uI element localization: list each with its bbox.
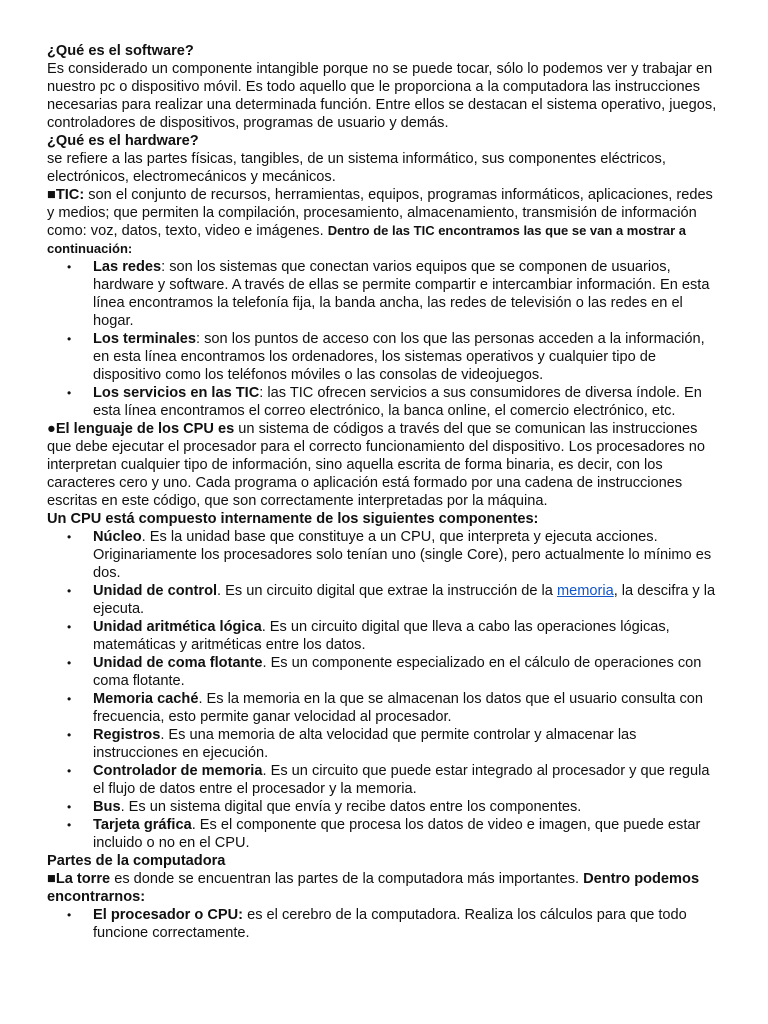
cpu-language-paragraph: ●El lenguaje de los CPU es un sistema de códigos a través del que se comunican las instrucciones que debe ejecutar el procesador para el correcto funcionamiento del dispositivo. Los procesadores no interpretan cualquier tipo de información, sino aquella escrita de forma binaria, es decir, con los caracteres cero y uno. Cada programa o aplicación está formado por una cadena de instrucciones escritas en este código, que son correctamente interpretadas por la máquina. xyxy=(47,421,705,509)
software-body: Es considerado un componente intangible porque no se puede tocar, sólo lo podemos ver y trabajar en nuestro pc o dispositivo móvil. Es todo aquello que le proporciona a la computadora las instrucciones necesarias para realizar una determinada función. Entre ellos se destacan el sistema operativo, juegos, controladores de dispositivos, programas de usuario y demás. xyxy=(47,61,717,131)
tower-intro: Dentro podemos encontrarnos: xyxy=(47,871,700,905)
tic-body: son el conjunto de recursos, herramientas, equipos, programas informáticos, aplicaciones, redes y medios; que permiten la compilación, procesamiento, almacenamiento, transmisión de información como: voz, datos, texto, video e imágenes. xyxy=(47,187,713,239)
list-item: • Unidad de control. Es un circuito digital que extrae la instrucción de la memoria, la descifra y la ejecuta. xyxy=(47,582,723,618)
cpu-language-label: ●El lenguaje de los CPU es xyxy=(47,421,235,437)
software-heading: ¿Qué es el software? xyxy=(47,43,194,59)
list-item: • Unidad aritmética lógica. Es un circuito digital que lleva a cabo las operaciones lógicas, matemáticas y aritméticas entre los datos. xyxy=(47,618,723,654)
tic-list xyxy=(47,258,723,420)
list-item: • Los terminales: son los puntos de acceso con los que las personas acceden a la información, en esta línea encontramos los ordenadores, los sistemas operativos y cualquier tipo de dispositivo como los teléfonos móviles o las consolas de videojuegos. xyxy=(47,330,723,384)
document-page xyxy=(47,42,723,942)
computer-parts-list xyxy=(47,906,723,942)
cpu-parts-list xyxy=(47,528,723,852)
list-item: • Memoria caché. Es la memoria en la que se almacenan los datos que el usuario consulta con frecuencia, esto permite ganar velocidad al procesador. xyxy=(47,690,723,726)
list-item: • El procesador o CPU: es el cerebro de la computadora. Realiza los cálculos para que todo funcione correctamente. xyxy=(47,906,723,942)
tower-label: ■La torre xyxy=(47,871,111,887)
tower-paragraph: ■La torre es donde se encuentran las partes de la computadora más importantes. Dentro podemos encontrarnos: xyxy=(47,871,700,905)
computer-parts-heading: Partes de la computadora xyxy=(47,853,226,869)
list-item: • Controlador de memoria. Es un circuito que puede estar integrado al procesador y que regula el flujo de datos entre el procesador y la memoria. xyxy=(47,762,723,798)
tic-intro: Dentro de las TIC encontramos las que se van a mostrar a continuación: xyxy=(47,223,687,256)
memoria-link[interactable]: memoria xyxy=(556,583,614,599)
tic-label: ■TIC: xyxy=(47,187,85,203)
list-item: • Las redes: son los sistemas que conectan varios equipos que se componen de usuarios, hardware y software. A través de ellas se permite compartir e intercambiar información. En esta línea encontramos la telefonía fija, la banda ancha, las redes de televisión o las redes en el hogar. xyxy=(47,258,723,330)
list-item: • Los servicios en las TIC: las TIC ofrecen servicios a sus consumidores de diversa índole. En esta línea encontramos el correo electrónico, la banca online, el comercio electrónico, etc. xyxy=(47,384,723,420)
hardware-heading: ¿Qué es el hardware? xyxy=(47,133,199,149)
hardware-body: se refiere a las partes físicas, tangibles, de un sistema informático, sus componentes eléctricos, electrónicos, electromecánicos y mecánicos. xyxy=(47,151,666,185)
list-item: • Tarjeta gráfica. Es el componente que procesa los datos de video e imagen, que puede estar incluido o no en el CPU. xyxy=(47,816,723,852)
list-item: • Registros. Es una memoria de alta velocidad que permite controlar y almacenar las instrucciones en ejecución. xyxy=(47,726,723,762)
list-item: • Bus. Es un sistema digital que envía y recibe datos entre los componentes. xyxy=(47,798,723,816)
cpu-parts-heading: Un CPU está compuesto internamente de los siguientes componentes: xyxy=(47,511,539,527)
list-item: • Unidad de coma flotante. Es un componente especializado en el cálculo de operaciones con coma flotante. xyxy=(47,654,723,690)
tic-paragraph xyxy=(47,186,723,258)
list-item: • Núcleo. Es la unidad base que constituye a un CPU, que interpreta y ejecuta acciones. Originariamente los procesadores solo tenían uno (single Core), pero actualmente lo mínimo es dos. xyxy=(47,528,723,582)
